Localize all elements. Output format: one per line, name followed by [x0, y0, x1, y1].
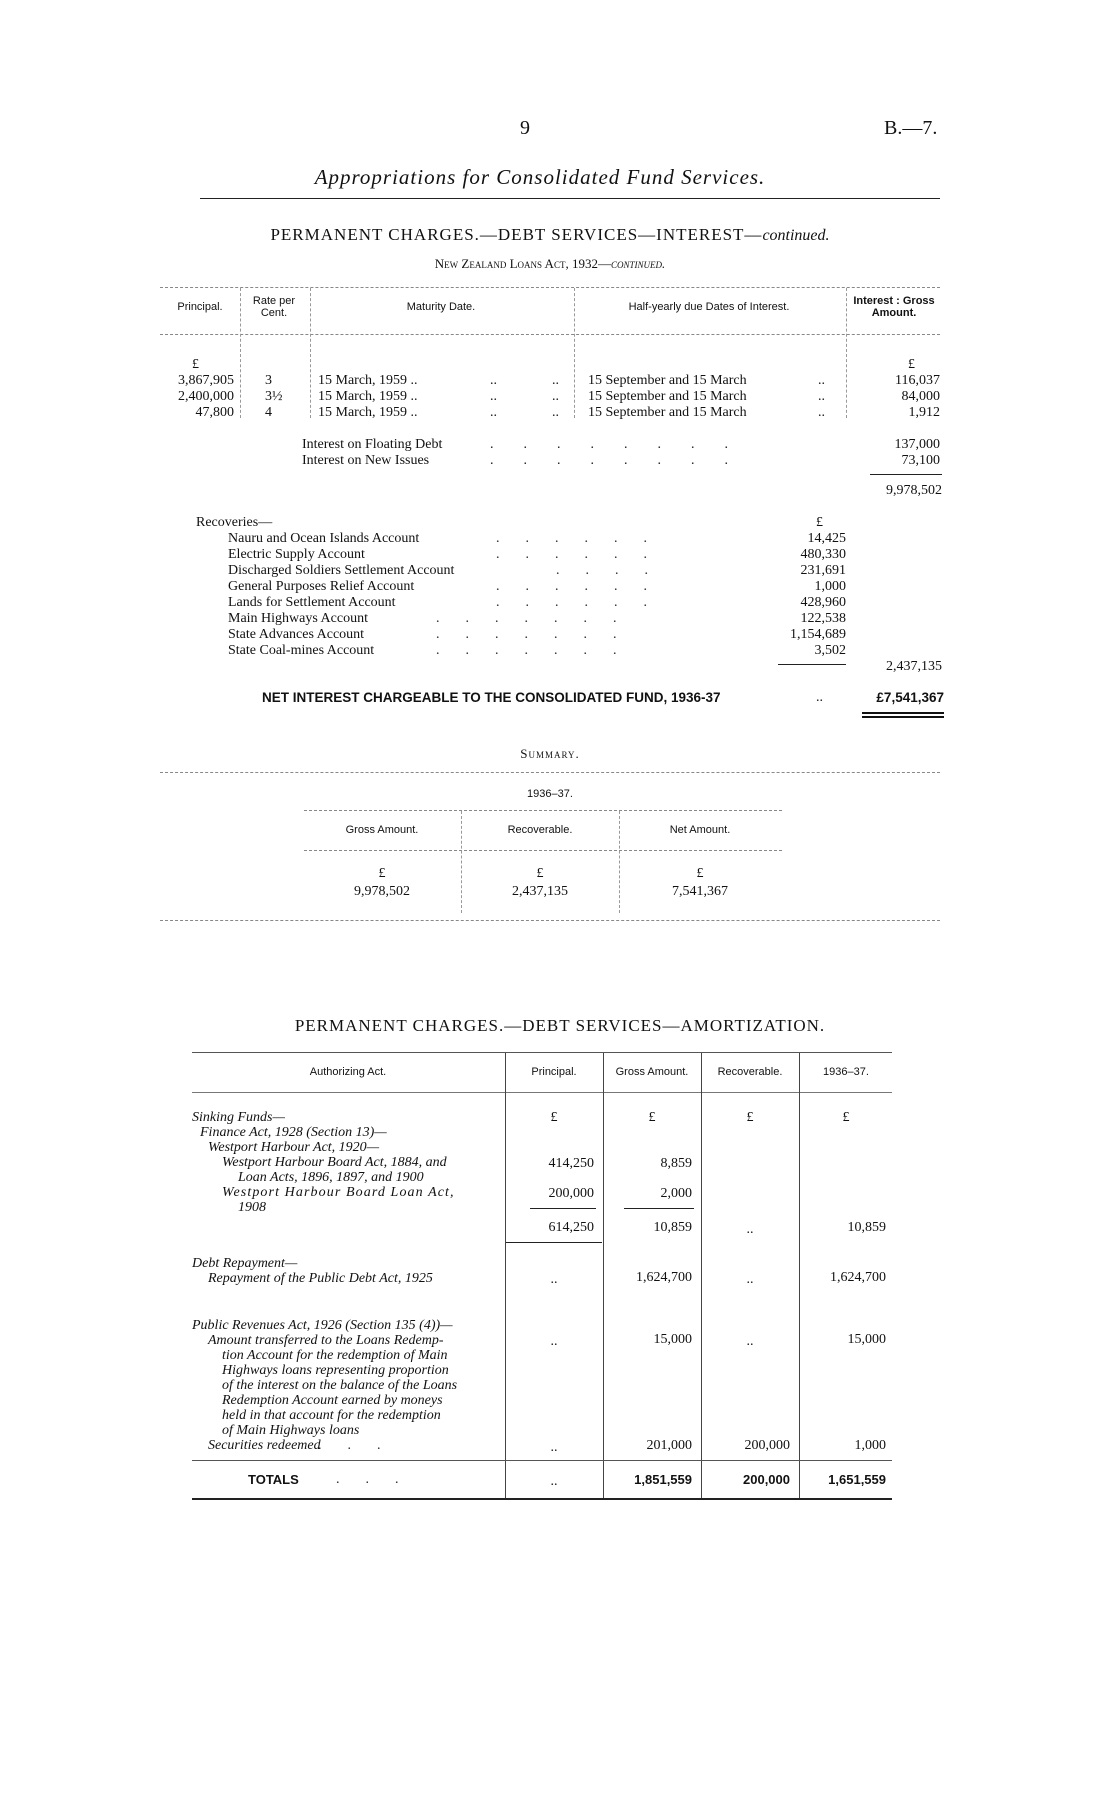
amount-recov-dots: .. — [746, 1334, 754, 1349]
amount-principal-dots: .. — [550, 1334, 558, 1349]
securities-recoverable: 200,000 — [744, 1438, 790, 1453]
amort-pound-principal: £ — [550, 1110, 558, 1125]
act-title-main: New Zealand Loans Act, 1932— — [434, 256, 611, 271]
summary-gross-pound: £ — [378, 866, 386, 881]
amount-line-2: tion Account for the redemption of Main — [222, 1348, 448, 1363]
westport-loan-line2: 1908 — [238, 1200, 266, 1215]
amort-pound-recov: £ — [746, 1110, 754, 1125]
amort-col-gross: Gross Amount. — [615, 1066, 689, 1078]
page-number: 9 — [520, 117, 530, 139]
summary-title: Summary. — [520, 746, 580, 761]
westport-act-label: Westport Harbour Act, 1920— — [208, 1140, 380, 1155]
recovery-highways-label: Main Highways Account — [228, 611, 368, 626]
row3-principal: 47,800 — [195, 405, 234, 420]
sinking-subtotal-principal: 614,250 — [548, 1220, 594, 1235]
recoveries-total: 2,437,135 — [886, 659, 942, 674]
westport-board-line1: Westport Harbour Board Act, 1884, and — [222, 1155, 447, 1170]
net-interest-amount: £7,541,367 — [876, 690, 944, 705]
recoveries-pound-sign: £ — [816, 515, 823, 530]
net-interest-dots: .. — [816, 690, 823, 705]
recovery-nauru-label: Nauru and Ocean Islands Account — [228, 531, 420, 546]
summary-col-net: Net Amount. — [669, 824, 731, 836]
row3-maturity: 15 March, 1959 .. — [318, 405, 418, 420]
col-principal: Principal. — [177, 301, 223, 313]
row3-rate: 4 — [265, 405, 272, 420]
act-title — [200, 256, 900, 272]
row3-dates: 15 September and 15 March — [588, 405, 747, 420]
row2-dates: 15 September and 15 March — [588, 389, 747, 404]
sinking-subtotal-gross: 10,859 — [653, 1220, 692, 1235]
pound-sign-principal: £ — [192, 357, 199, 372]
col-gross-amount: Interest : Gross Amount. — [853, 295, 935, 319]
amount-line-3: Highways loans representing proportion — [222, 1363, 449, 1378]
summary-net-value: 7,541,367 — [672, 884, 728, 899]
debt-recov-dots: .. — [746, 1272, 754, 1287]
gross-interest-total: 9,978,502 — [886, 483, 942, 498]
net-interest-label: NET INTEREST CHARGEABLE TO THE CONSOLIDATED FUND, 1936-37 — [262, 690, 721, 705]
recovery-coal-amount: 3,502 — [814, 643, 846, 658]
row1-maturity: 15 March, 1959 .. — [318, 373, 418, 388]
row3-dots: .. — [490, 405, 497, 420]
debt-repayment-year: 1,624,700 — [830, 1270, 886, 1285]
summary-year: 1936–37. — [527, 788, 573, 800]
col-maturity: Maturity Date. — [406, 301, 476, 313]
interest-section-title — [120, 225, 980, 245]
debt-repayment-gross: 1,624,700 — [636, 1270, 692, 1285]
row2-amount: 84,000 — [901, 389, 940, 404]
westport-board-principal: 414,250 — [548, 1156, 594, 1171]
page-subtitle: Appropriations for Consolidated Fund Services. — [314, 165, 766, 189]
public-revenues-label: Public Revenues Act, 1926 (Section 135 (4))— — [192, 1318, 453, 1333]
row1-dates: 15 September and 15 March — [588, 373, 747, 388]
recovery-advances-label: State Advances Account — [228, 627, 365, 642]
row2-dots-2: .. — [552, 389, 559, 404]
pound-sign-amount: £ — [908, 357, 915, 372]
amort-col-recoverable: Recoverable. — [717, 1066, 783, 1078]
amount-transferred-year: 15,000 — [847, 1332, 886, 1347]
sinking-subtotal-recov: .. — [746, 1222, 754, 1237]
floating-debt-amount: 137,000 — [894, 437, 940, 452]
row2-principal: 2,400,000 — [178, 389, 234, 404]
totals-recoverable: 200,000 — [743, 1472, 790, 1487]
row1-dots: .. — [490, 373, 497, 388]
westport-board-gross: 8,859 — [660, 1156, 692, 1171]
recovery-lands-label: Lands for Settlement Account — [228, 595, 396, 610]
recovery-highways-amount: 122,538 — [800, 611, 846, 626]
securities-gross: 201,000 — [646, 1438, 692, 1453]
amount-line-1: Amount transferred to the Loans Redemp- — [208, 1333, 444, 1348]
row2-rate: 3½ — [265, 389, 283, 404]
row1-principal: 3,867,905 — [178, 373, 234, 388]
debt-repayment-act: Repayment of the Public Debt Act, 1925 — [208, 1271, 433, 1286]
col-rate: Rate per Cent. — [252, 295, 296, 319]
amount-line-4: of the interest on the balance of the Loans — [222, 1378, 458, 1393]
sinking-subtotal-year: 10,859 — [847, 1220, 886, 1235]
row2-dots: .. — [490, 389, 497, 404]
row3-amount: 1,912 — [908, 405, 940, 420]
summary-col-gross: Gross Amount. — [345, 824, 419, 836]
summary-col-recoverable: Recoverable. — [507, 824, 573, 836]
totals-label: TOTALS — [248, 1472, 299, 1487]
sinking-funds-label: Sinking Funds— — [192, 1110, 285, 1125]
amount-line-5: Redemption Account earned by moneys — [222, 1393, 443, 1408]
row1-dots-3: .. — [818, 373, 825, 388]
recovery-relief-amount: 1,000 — [814, 579, 846, 594]
westport-loan-principal: 200,000 — [548, 1186, 594, 1201]
securities-year: 1,000 — [854, 1438, 886, 1453]
interest-title-cont: continued. — [762, 227, 830, 244]
securities-principal-dots: .. — [550, 1440, 558, 1455]
row2-dots-3: .. — [818, 389, 825, 404]
row1-dots-2: .. — [552, 373, 559, 388]
westport-board-line2: Loan Acts, 1896, 1897, and 1900 — [238, 1170, 424, 1185]
summary-gross-value: 9,978,502 — [354, 884, 410, 899]
recovery-electric-label: Electric Supply Account — [228, 547, 365, 562]
securities-redeemed-label: Securities redeemed — [208, 1438, 321, 1453]
row1-rate: 3 — [265, 373, 272, 388]
row1-amount: 116,037 — [895, 373, 940, 388]
amortization-title: PERMANENT CHARGES.—DEBT SERVICES—AMORTIZATION. — [294, 1016, 826, 1035]
recovery-soldiers-label: Discharged Soldiers Settlement Account — [228, 563, 455, 578]
debt-principal-dots: .. — [550, 1272, 558, 1287]
interest-title-main: PERMANENT CHARGES.—DEBT SERVICES—INTEREST— — [270, 225, 763, 244]
row3-dots-2: .. — [552, 405, 559, 420]
recovery-electric-amount: 480,330 — [800, 547, 846, 562]
row3-dots-3: .. — [818, 405, 825, 420]
new-issues-amount: 73,100 — [901, 453, 940, 468]
recovery-soldiers-amount: 231,691 — [800, 563, 846, 578]
summary-recov-pound: £ — [536, 866, 544, 881]
amount-transferred-gross: 15,000 — [653, 1332, 692, 1347]
amort-col-year: 1936–37. — [823, 1066, 869, 1078]
new-issues-label: Interest on New Issues — [302, 453, 430, 468]
amount-line-6: held in that account for the redemption — [222, 1408, 441, 1423]
recovery-lands-amount: 428,960 — [800, 595, 846, 610]
amort-pound-year: £ — [842, 1110, 850, 1125]
row2-maturity: 15 March, 1959 .. — [318, 389, 418, 404]
totals-year: 1,651,559 — [828, 1472, 886, 1487]
amort-col-principal: Principal. — [531, 1066, 577, 1078]
recovery-advances-amount: 1,154,689 — [790, 627, 846, 642]
amort-col-authorizing: Authorizing Act. — [309, 1066, 387, 1078]
recovery-coal-label: State Coal-mines Account — [228, 643, 375, 658]
recovery-relief-label: General Purposes Relief Account — [228, 579, 415, 594]
recovery-nauru-amount: 14,425 — [807, 531, 846, 546]
col-half-yearly: Half-yearly due Dates of Interest. — [628, 301, 790, 313]
finance-act-label: Finance Act, 1928 (Section 13)— — [200, 1125, 387, 1140]
summary-net-pound: £ — [696, 866, 704, 881]
summary-recoverable-value: 2,437,135 — [512, 884, 568, 899]
debt-repayment-label: Debt Repayment— — [192, 1256, 298, 1271]
totals-gross: 1,851,559 — [634, 1472, 692, 1487]
westport-loan-gross: 2,000 — [660, 1186, 692, 1201]
act-title-cont: continued. — [610, 256, 666, 271]
totals-principal-dots: .. — [550, 1474, 558, 1489]
floating-debt-label: Interest on Floating Debt — [302, 437, 443, 452]
document-code: B.—7. — [884, 117, 938, 139]
recoveries-label: Recoveries— — [196, 515, 273, 530]
amort-pound-gross: £ — [648, 1110, 656, 1125]
westport-loan-line1: Westport Harbour Board Loan Act, — [222, 1185, 455, 1200]
amount-line-7: of Main Highways loans — [222, 1423, 360, 1438]
